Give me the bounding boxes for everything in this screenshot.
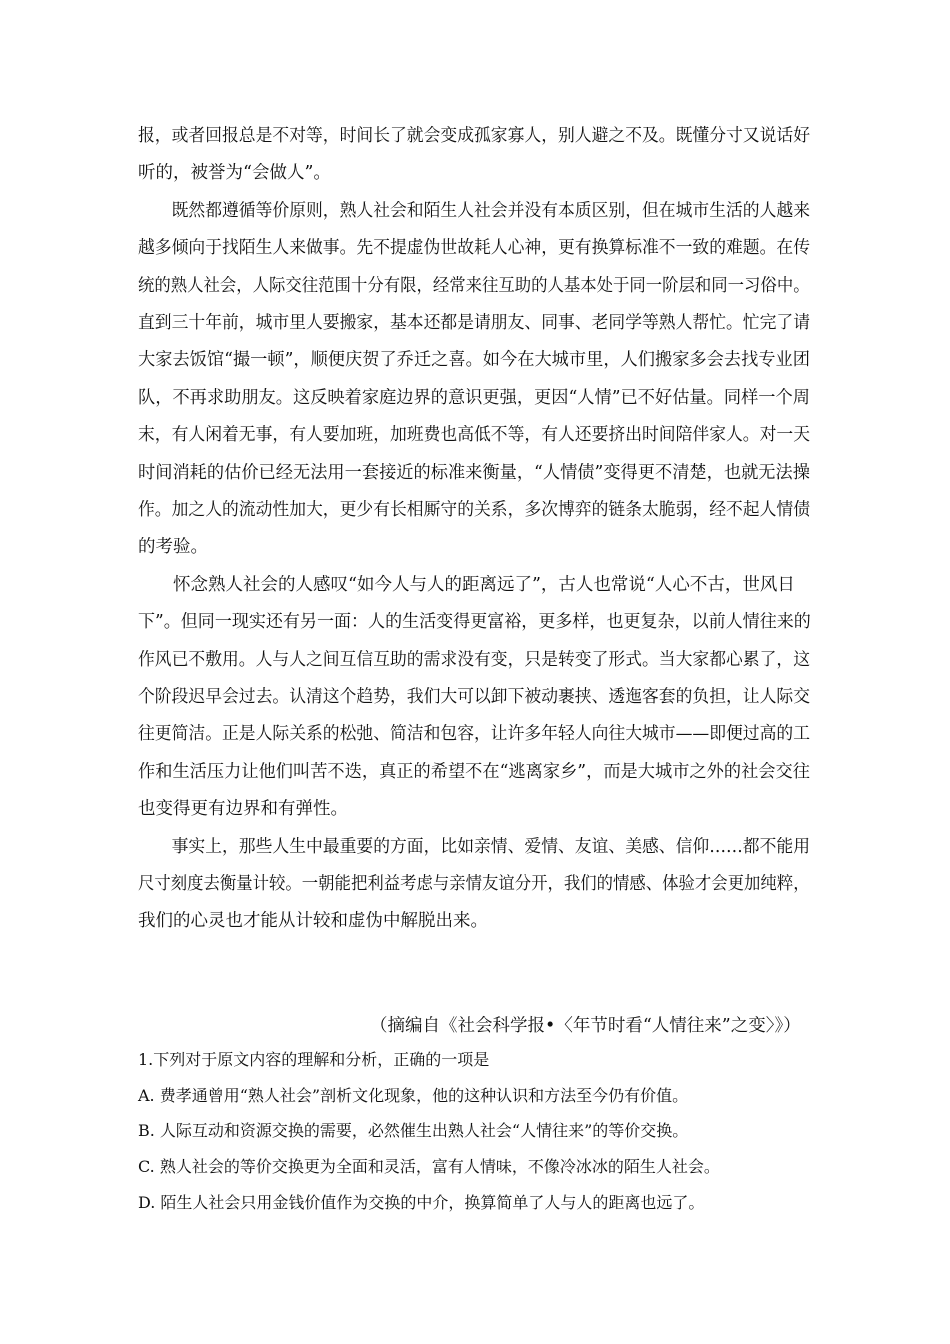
answer-option: B. 人际互动和资源交换的需要，必然催生出熟人社会“人情往来”的等价交换。 [138, 1121, 689, 1140]
article-line: 作。加之人的流动性加大，更少有长相厮守的关系，多次博弈的链条太脆弱，经不起人情债 [138, 500, 810, 520]
answer-option: C. 熟人社会的等价交换更为全面和灵活，富有人情味，不像冷冰冰的陌生人社会。 [138, 1157, 720, 1176]
article-line: 时间消耗的估价已经无法用一套接近的标准来衡量，“人情债”变得更不清楚，也就无法操 [138, 462, 810, 483]
article-line: 报，或者回报总是不对等，时间长了就会变成孤家寡人，别人避之不及。既懂分寸又说话好 [138, 126, 810, 146]
answer-option: A. 费孝通曾用“熟人社会”剖析文化现象，他的这种认识和方法至今仍有价值。 [138, 1086, 689, 1105]
article-line: 往更简洁。正是人际关系的松弛、简洁和包容，让许多年轻人向往大城市——即便过高的工 [138, 724, 810, 745]
answer-option: D. 陌生人社会只用金钱价值作为交换的中介，换算简单了人与人的距离也远了。 [138, 1193, 705, 1212]
article-line: 越多倾向于找陌生人来做事。先不提虚伪世故耗人心神，更有换算标准不一致的难题。在传 [138, 238, 810, 259]
article-line: 我们的心灵也才能从计较和虚伪中解脱出来。 [138, 911, 488, 932]
article-line: 作和生活压力让他们叫苦不迭，真正的希望不在“逃离家乡”，而是大城市之外的社会交往 [138, 761, 810, 782]
article-line: 怀念熟人社会的人感叹“如今人与人的距离远了”，古人也常说“人心不古，世风日 [138, 574, 795, 595]
article-line: 听的，被誉为“会做人”。 [138, 163, 331, 184]
article-line: 也变得更有边界和有弹性。 [138, 799, 348, 820]
article-line: 作风已不敷用。人与人之间互信互助的需求没有变，只是转变了形式。当大家都心累了，这 [138, 649, 810, 670]
article-line: 个阶段迟早会过去。认清这个趋势，我们大可以卸下被动裹挟、透迤客套的负担，让人际交 [138, 687, 810, 707]
article-line: 下”。但同一现实还有另一面：人的生活变得更富裕，更多样，也更复杂，以前人情往来的 [138, 612, 811, 633]
article-line: 队，不再求助朋友。这反映着家庭边界的意识更强，更因“人情”已不好估量。同样一个周 [138, 387, 810, 408]
article-line: 既然都遵循等价原则，熟人社会和陌生人社会并没有本质区别，但在城市生活的人越来 [138, 200, 810, 221]
article-line: 尺寸刻度去衡量计较。一朝能把利益考虑与亲情友谊分开，我们的情感、体验才会更加纯粹， [138, 874, 810, 894]
source-citation: （摘编自《社会科学报•〈年节时看“人情往来”之变〉》） [370, 1016, 801, 1036]
article-line: 直到三十年前，城市里人要搬家，基本还都是请朋友、同事、老同学等熟人帮忙。忙完了请 [138, 313, 810, 333]
article-line: 统的熟人社会，人际交往范围十分有限，经常来往互助的人基本处于同一阶层和同一习俗中。 [138, 275, 810, 296]
article-line: 末，有人闲着无事，有人要加班，加班费也高低不等，有人还要挤出时间陪伴家人。对一天 [138, 425, 810, 446]
article-line: 事实上，那些人生中最重要的方面，比如亲情、爱情、友谊、美感、信仰……都不能用 [138, 836, 810, 857]
article-line: 的考验。 [138, 537, 208, 558]
question-stem: 1.下列对于原文内容的理解和分析，正确的一项是 [138, 1050, 490, 1069]
article-line: 大家去饭馆“撮一顿”，顺便庆贺了乔迁之喜。如今在大城市里，人们搬家多会去找专业团 [138, 350, 810, 371]
